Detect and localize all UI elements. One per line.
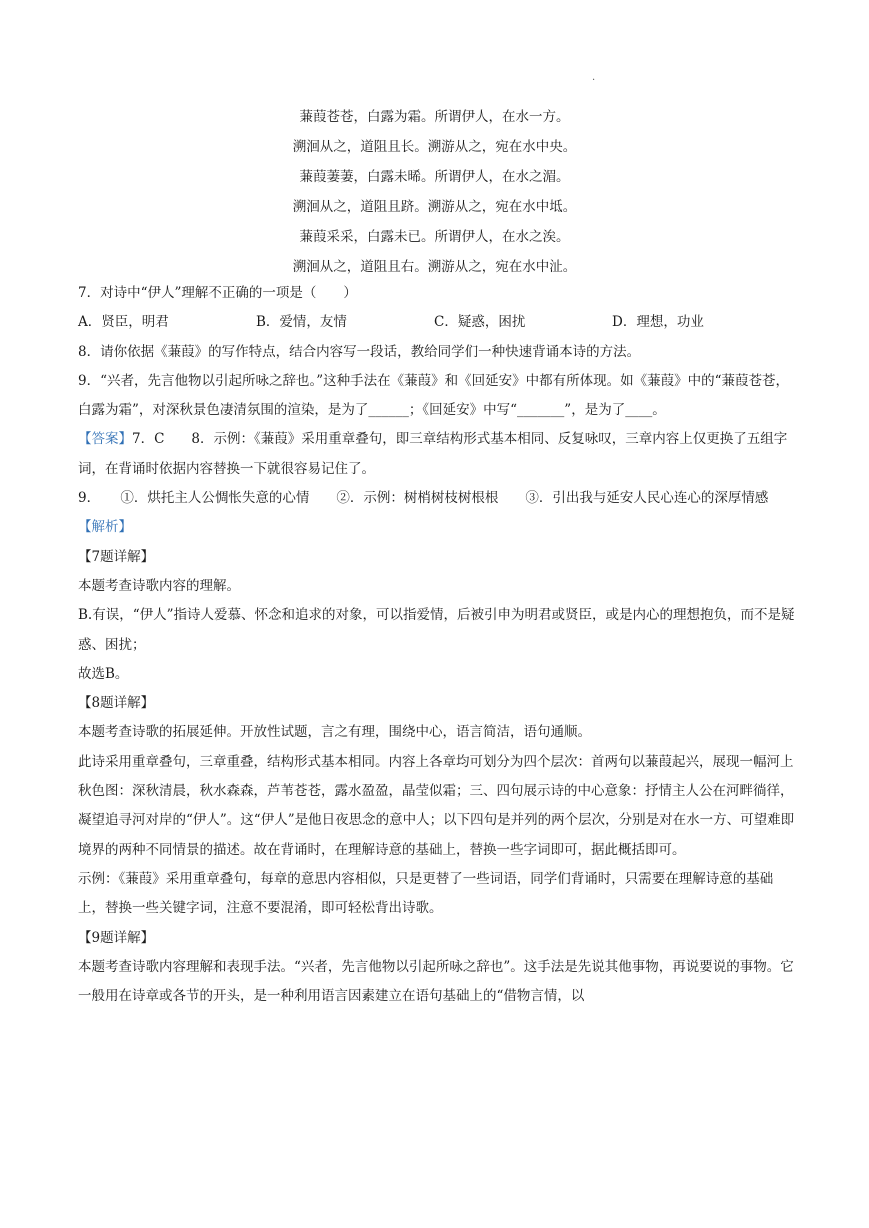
poem-line: 蒹葭萋萋，白露未晞。所谓伊人，在水之湄。 [299, 169, 570, 185]
poem-line: 溯洄从之，道阻且右。溯游从之，宛在水中沚。 [292, 259, 577, 275]
answer-q9: 9． ①．烘托主人公惆怅失意的心情 ②．示例：树梢树枝树根根 ③．引出我与延安人民心连心的深厚情感 [78, 490, 769, 507]
q7-detail-title: 【7题详解】 [78, 548, 155, 565]
option-b: B．爱情，友情 [256, 314, 347, 331]
q8-detail-p3: 示例：《蒹葭》采用重章叠句，每章的意思内容相似，只是更替了一些词语，同学们背诵时，只需要在理解诗意的基础上，替换一些关键字词，注意不要混淆，即可轻松背出诗歌。 [78, 870, 774, 917]
q7-detail-p3: 故选B。 [78, 665, 129, 682]
question-content [78, 279, 798, 1011]
question-7-options [78, 308, 798, 337]
answer-label: 【答案】 [78, 431, 132, 448]
header-mark: . [592, 72, 596, 83]
poem-line: 蒹葭采采，白露未已。所谓伊人，在水之涘。 [299, 229, 570, 245]
question-8: 8．请你依据《蒹葭》的写作特点，结合内容写一段话，教给同学们一种快速背诵本诗的方法。 [78, 343, 641, 360]
poem-line: 蒹葭苍苍，白露为霜。所谓伊人，在水一方。 [299, 109, 570, 125]
question-9: 9．“兴者，先言他物以引起所咏之辞也。”这种手法在《蒹葭》和《回延安》中都有所体现。如《蒹葭》中的“蒹葭苍苍，白露为霜”，对深秋景色凄清氛围的渲染，是为了______；《回延安》中写“_______”，是为了____。 [78, 372, 790, 419]
option-c: C．疑惑，困扰 [434, 314, 526, 331]
q9-detail-title: 【9题详解】 [78, 929, 155, 946]
q8-detail-title: 【8题详解】 [78, 695, 155, 712]
answer-block [78, 425, 798, 484]
answer-text: 7．C 8．示例：《蒹葭》采用重章叠句，即三章结构形式基本相同、反复咏叹，三章内容上仅更换了五组字词，在背诵时依据内容替换一下就很容易记住了。 [78, 431, 788, 477]
option-d: D．理想，功业 [612, 314, 704, 331]
q7-detail-p1: 本题考查诗歌内容的理解。 [78, 577, 240, 594]
q8-detail-p2: 此诗采用重章叠句，三章重叠，结构形式基本相同。内容上各章均可划分为四个层次：首两句以蒹葭起兴，展现一幅河上秋色图：深秋清晨，秋水森森，芦苇苍苍，露水盈盈，晶莹似霜；三、四句展示诗的中心意象：抒情主人公在河畔徜徉，凝望追寻河对岸的“伊人”。这“伊人”是他日夜思念的意中人；以下四句是并列的两个层次，分别是对在水一方、可望难即境界的两种不同情景的描述。故在背诵时，在理解诗意的基础上，替换一些字词即可，据此概括即可。 [78, 753, 795, 858]
q8-detail-p1: 本题考查诗歌的拓展延伸。开放性试题，言之有理，围绕中心，语言简洁，语句通顺。 [78, 724, 591, 741]
question-7: 7．对诗中“伊人”理解不正确的一项是（ ） [78, 285, 357, 301]
analysis-label: 【解析】 [78, 519, 132, 536]
poem-line: 溯洄从之，道阻且跻。溯游从之，宛在水中坻。 [292, 199, 577, 215]
option-a: A．贤臣，明君 [78, 314, 169, 331]
q7-detail-p2: B.有误，“伊人”指诗人爱慕、怀念和追求的对象，可以指爱情，后被引申为明君或贤臣，或是内心的理想抱负，而不是疑惑、困扰； [78, 607, 795, 653]
q9-detail-p1: 本题考查诗歌内容理解和表现手法。“兴者，先言他物以引起所咏之辞也”。这手法是先说其他事物，再说要说的事物。它一般用在诗章或各节的开头，是一种利用语言因素建立在语句基础上的“借物言情，以 [78, 958, 794, 1005]
poem-block [0, 102, 869, 282]
poem-line: 溯洄从之，道阻且长。溯游从之，宛在水中央。 [292, 139, 577, 155]
